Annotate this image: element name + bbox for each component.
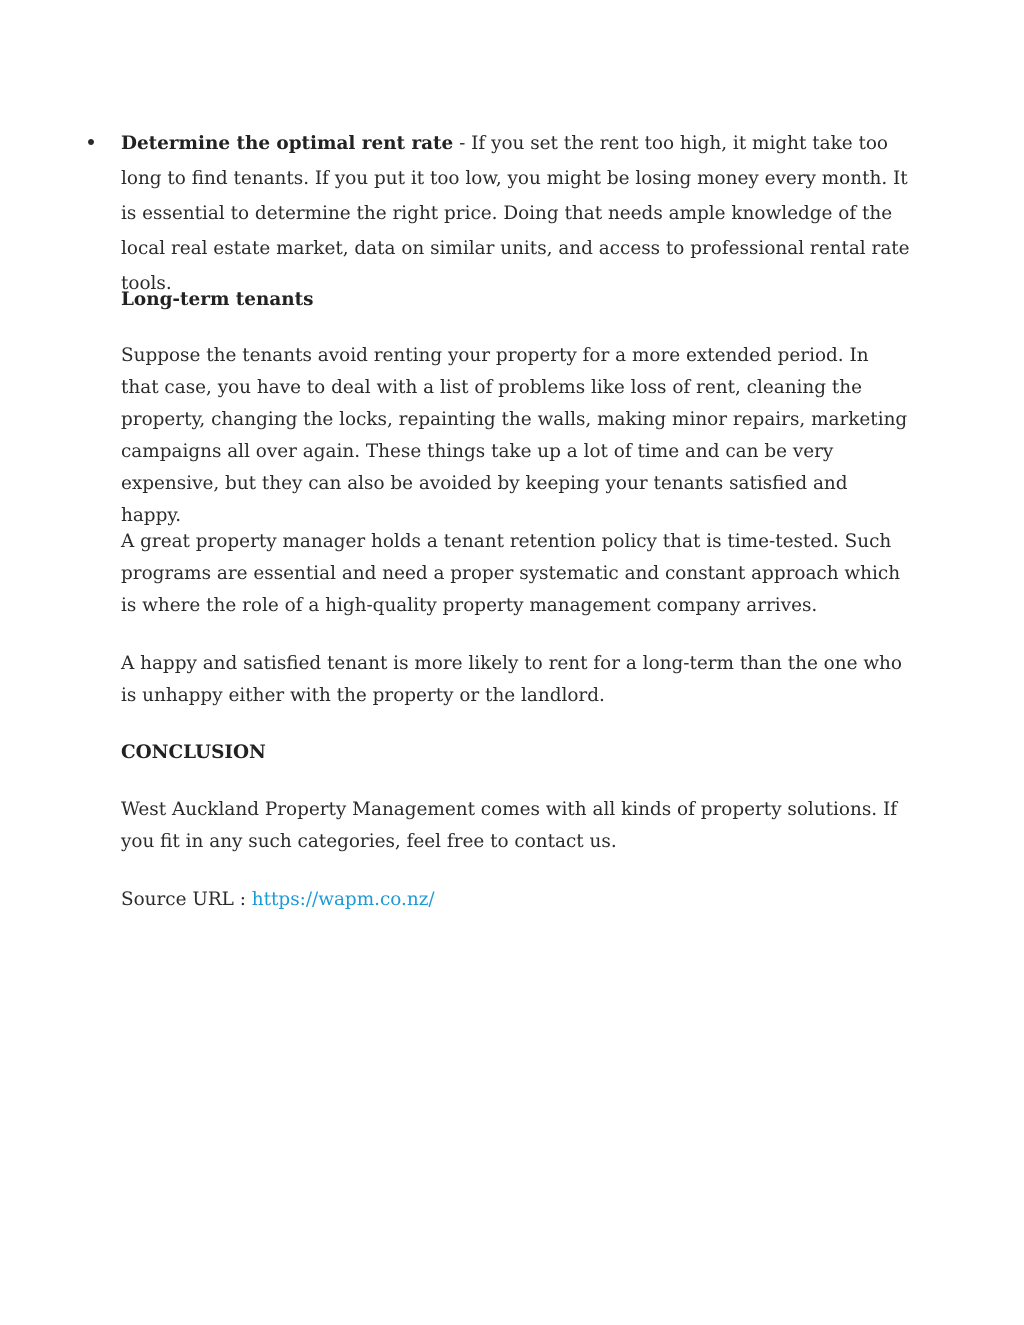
bullet-dot-icon (88, 139, 94, 145)
heading-long-term-tenants: Long-term tenants (121, 289, 314, 310)
paragraph-long-term-3: A happy and satisfied tenant is more likely to rent for a long-term than the one who is unhappy either with the property or the landlord. (121, 653, 902, 706)
source-url-link[interactable]: https://wapm.co.nz/ (251, 889, 435, 910)
paragraph-conclusion: West Auckland Property Management comes with all kinds of property solutions. If you fit in any such categories, feel free to contact us. (121, 799, 898, 852)
paragraph-long-term-2: A great property manager holds a tenant retention policy that is time-tested. Such programs are essential and need a proper systematic and constant approach which is where the role of a high-quality property management company arrives. (121, 531, 901, 616)
bullet-item-rent-rate (121, 126, 911, 301)
paragraph-long-term-1: Suppose the tenants avoid renting your property for a more extended period. In that case, you have to deal with a list of problems like loss of rent, cleaning the property, changing the locks, repainting the walls, making minor repairs, marketing campaigns all over again. These things take up a lot of time and can be very expensive, but they can also be avoided by keeping your tenants satisfied and happy. (121, 345, 908, 526)
bullet-title: Determine the optimal rent rate (121, 133, 454, 154)
bullet-separator: - (453, 133, 472, 154)
heading-conclusion: CONCLUSION (121, 742, 266, 763)
bullet-text: If you set the rent too high, it might take too long to find tenants. If you put it too low, you might be losing money every month. It is essential to determine the right price. Doing that needs ample knowledge of the local real estate market, data on similar units, and access to professional rental rate tools. (121, 133, 910, 294)
source-line (121, 884, 911, 916)
source-label: Source URL : (121, 889, 252, 910)
